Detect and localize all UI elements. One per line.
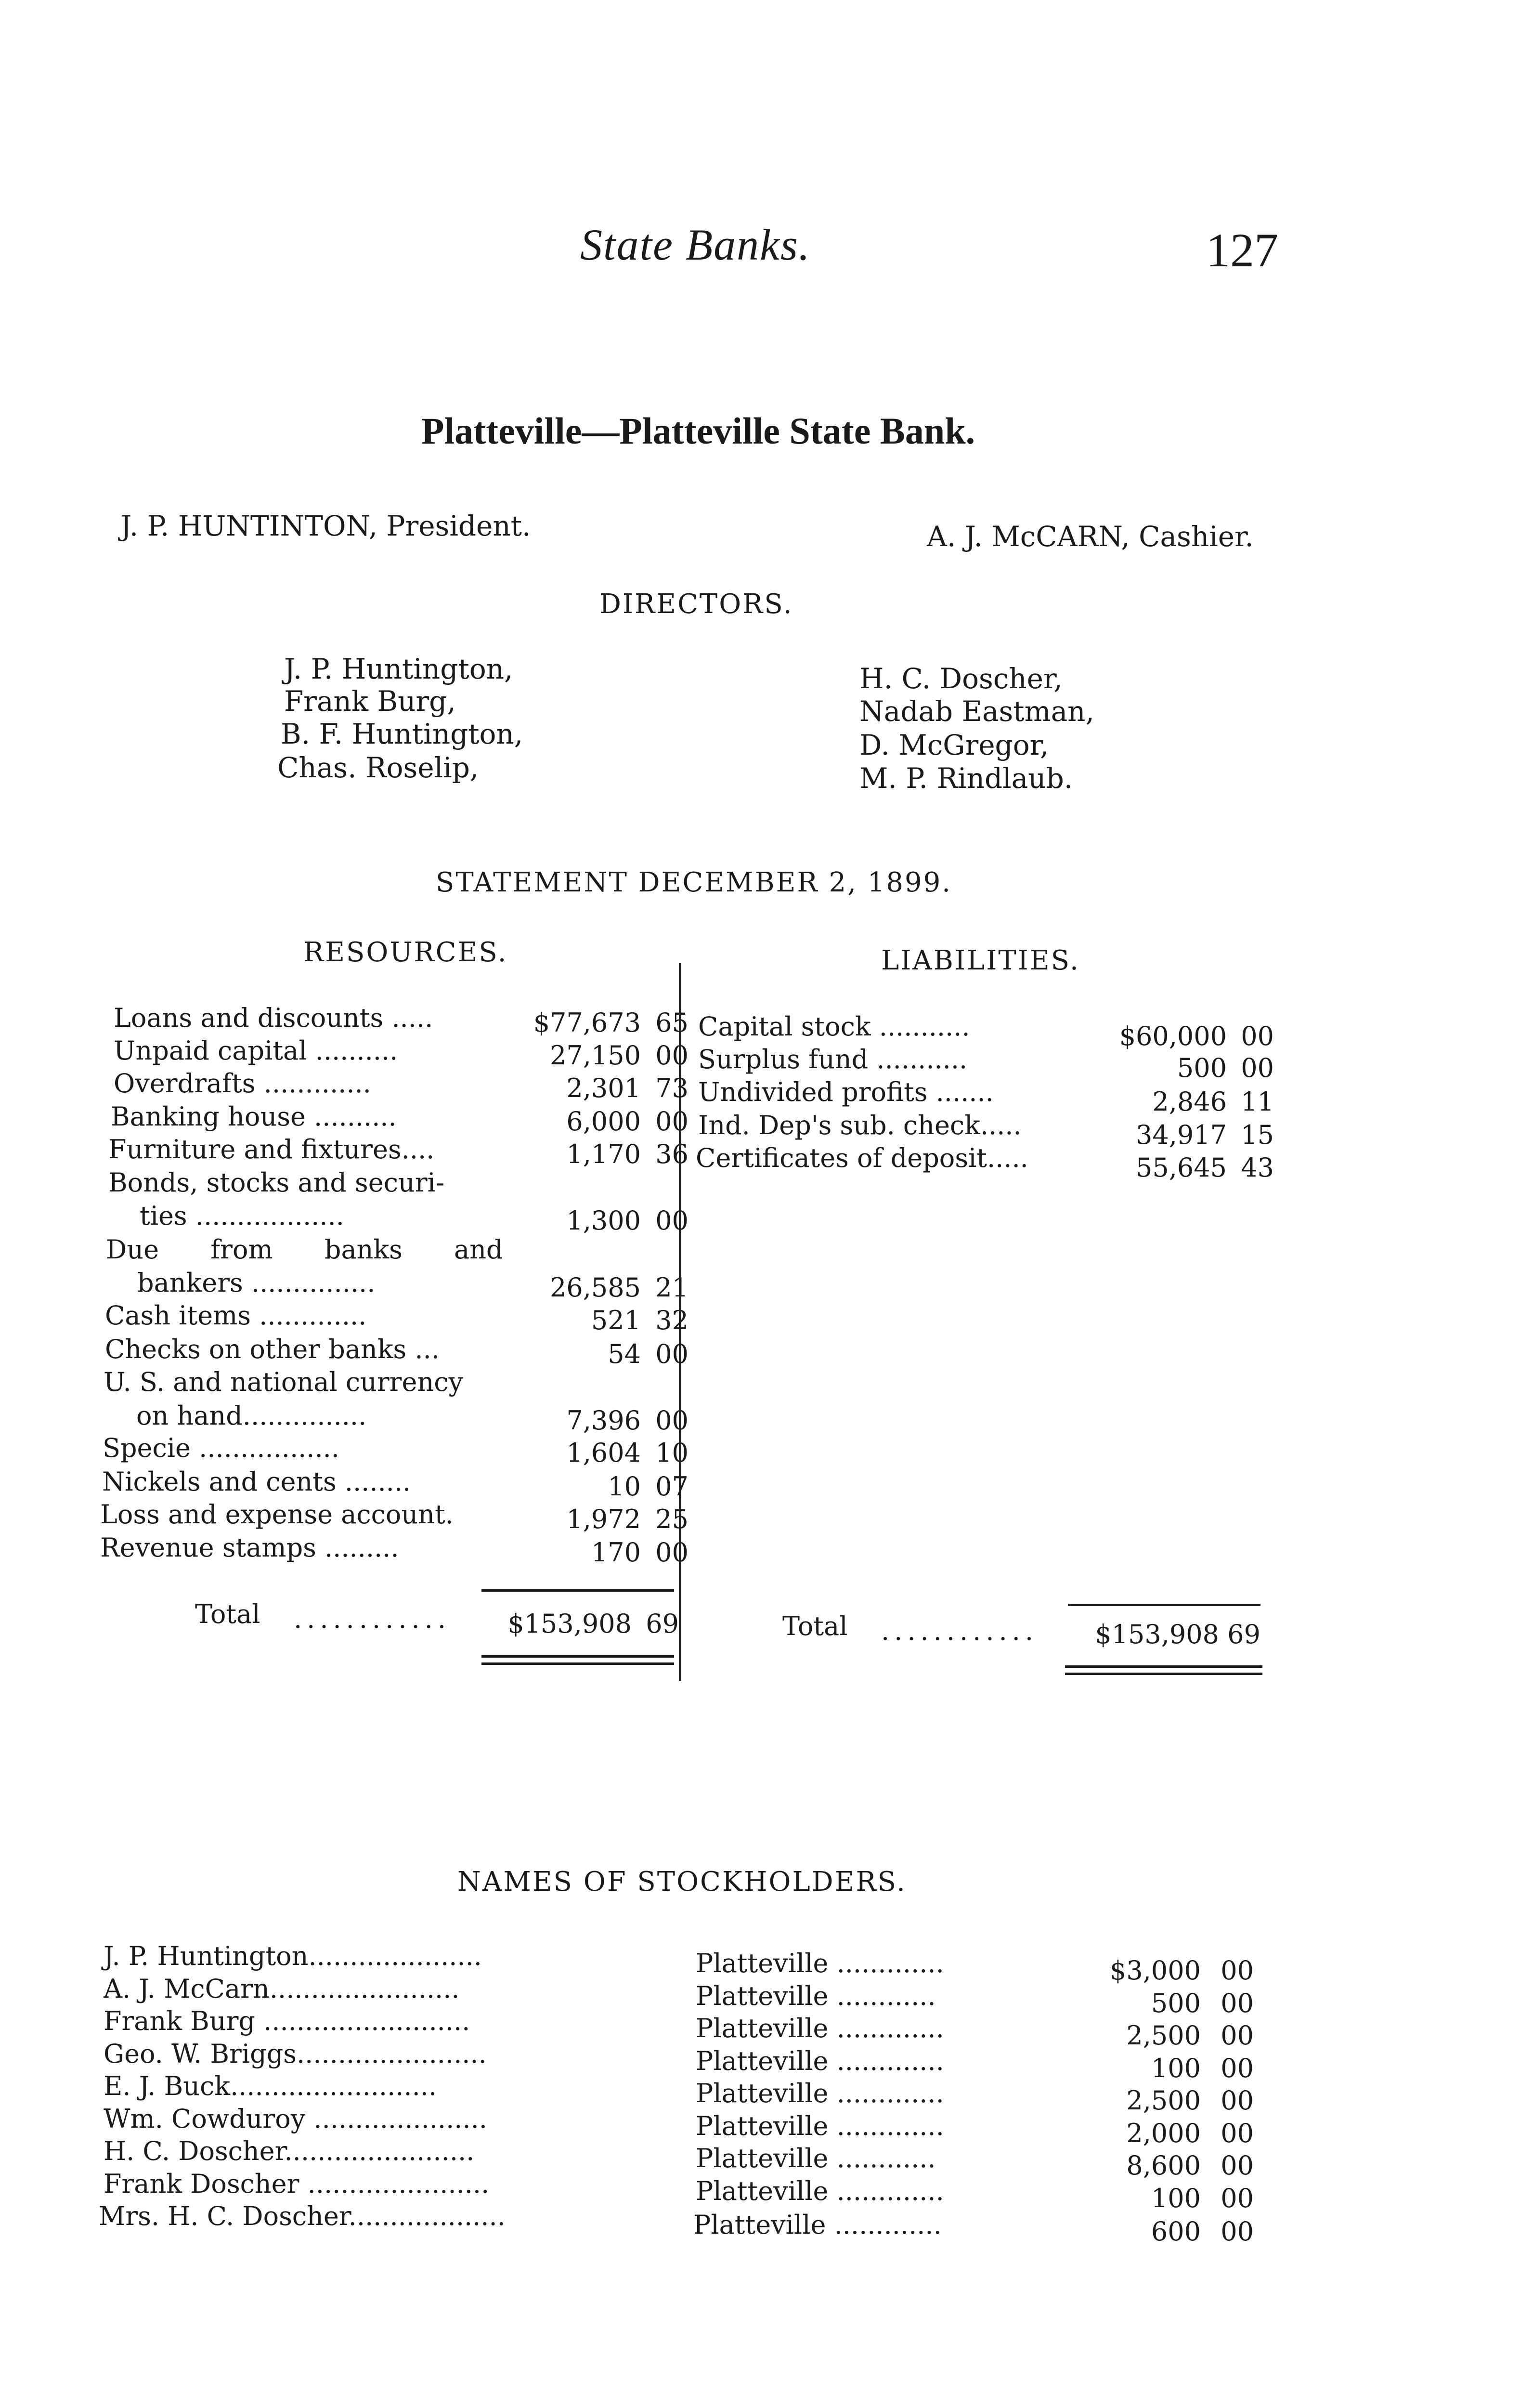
resource-label: bankers ...............: [137, 1268, 376, 1298]
stockholder-name: E. J. Buck.........................: [104, 2071, 437, 2101]
resource-label: on hand...............: [136, 1400, 367, 1431]
stockholder-dollars: 500: [1151, 1988, 1201, 2018]
resource-label: Nickels and cents ........: [102, 1466, 411, 1497]
resource-label: Checks on other banks ...: [105, 1334, 440, 1364]
stockholder-name: Wm. Cowduroy .....................: [104, 2104, 487, 2134]
stockholder-cents: 00: [1221, 2085, 1254, 2116]
page-number: 127: [1206, 223, 1278, 277]
stockholder-dollars: 8,600: [1126, 2150, 1201, 2181]
stockholder-name: J. P. Huntington.....................: [104, 1941, 482, 1971]
stockholder-cents: 00: [1221, 2020, 1254, 2051]
resource-dollars: 521: [591, 1305, 641, 1335]
liabilities-heading: LIABILITIES.: [881, 945, 1080, 976]
resource-dollars: 1,170: [566, 1139, 641, 1169]
running-head-title: State Banks.: [580, 220, 811, 269]
stockholder-cents: 00: [1221, 1988, 1254, 2018]
director-name: M. P. Rindlaub.: [859, 762, 1073, 795]
resource-label: Due from banks and: [106, 1234, 503, 1265]
stockholder-dollars: 100: [1151, 2053, 1201, 2083]
resource-dollars: 7,396: [566, 1405, 641, 1436]
stockholder-dollars: 2,500: [1126, 2085, 1201, 2116]
resource-dollars: 1,300: [566, 1205, 641, 1236]
president-line: J. P. HUNTINTON, President.: [120, 510, 531, 542]
liability-cents: 11: [1241, 1086, 1274, 1117]
stockholder-dollars: 2,000: [1126, 2118, 1201, 2148]
stockholder-name: Geo. W. Briggs.......................: [104, 2039, 487, 2069]
stockholder-place: Platteville .............: [696, 2046, 944, 2076]
resource-dollars: 27,150: [550, 1040, 641, 1071]
resource-cents: 00: [655, 1339, 689, 1369]
bank-title: Platteville—Platteville State Bank.: [421, 410, 975, 452]
stockholder-dollars: 2,500: [1126, 2020, 1201, 2051]
director-name: Frank Burg,: [284, 685, 456, 718]
stockholder-place: Platteville .............: [696, 2176, 944, 2206]
stockholder-cents: 00: [1221, 2216, 1254, 2247]
resource-label: Furniture and fixtures....: [108, 1134, 435, 1165]
liability-label: Surplus fund ...........: [698, 1044, 968, 1074]
stockholder-place: Platteville .............: [696, 2111, 944, 2141]
resource-dollars: 54: [608, 1339, 641, 1369]
resource-label: Overdrafts .............: [114, 1068, 371, 1099]
resource-cents: 73: [655, 1073, 689, 1103]
resource-dollars: 6,000: [566, 1106, 641, 1137]
stockholder-name: Frank Burg .........................: [104, 2006, 470, 2036]
resource-cents: 00: [655, 1205, 689, 1236]
total-rule: [481, 1589, 674, 1592]
resource-dollars: $77,673: [533, 1008, 641, 1038]
stockholder-place: Platteville .............: [693, 2210, 942, 2240]
stockholder-place: Platteville .............: [696, 1948, 944, 1978]
stockholder-name: H. C. Doscher.......................: [104, 2136, 475, 2166]
total-double-rule: [481, 1655, 674, 1658]
total-double-rule: [481, 1662, 674, 1665]
resource-cents: 00: [655, 1040, 689, 1071]
total-rule: [1068, 1604, 1260, 1606]
director-name: H. C. Doscher,: [859, 662, 1063, 695]
liability-dollars: 2,846: [1152, 1086, 1227, 1117]
resource-cents: 36: [655, 1139, 689, 1169]
resources-total-dollars: $153,908: [507, 1609, 632, 1639]
resource-dollars: 170: [591, 1537, 641, 1568]
resource-label: Specie .................: [103, 1433, 339, 1463]
cashier-line: A. J. McCARN, Cashier.: [927, 520, 1254, 553]
liability-label: Undivided profits .......: [698, 1077, 994, 1107]
stockholder-name: A. J. McCarn.......................: [104, 1974, 460, 2004]
liability-dollars: 55,645: [1136, 1152, 1227, 1183]
resource-dollars: 1,604: [566, 1438, 641, 1468]
liability-cents: 00: [1241, 1021, 1274, 1051]
stockholder-dollars: $3,000: [1110, 1955, 1201, 1986]
resource-label: Banking house ..........: [111, 1101, 397, 1132]
resource-cents: 32: [655, 1305, 689, 1335]
resource-label: Cash items .............: [105, 1300, 367, 1331]
statement-heading: STATEMENT DECEMBER 2, 1899.: [436, 867, 952, 898]
stockholder-place: Platteville ............: [696, 2143, 936, 2173]
stockholder-name: Frank Doscher ......................: [104, 2169, 490, 2199]
resource-label: ties ..................: [140, 1201, 344, 1231]
resource-cents: 10: [655, 1438, 689, 1468]
liability-label: Capital stock ...........: [698, 1011, 970, 1042]
director-name: J. P. Huntington,: [284, 653, 513, 685]
resource-cents: 00: [655, 1106, 689, 1137]
stockholder-name: Mrs. H. C. Doscher...................: [99, 2201, 506, 2231]
resource-label: Loans and discounts .....: [114, 1003, 433, 1033]
total-double-rule: [1065, 1665, 1262, 1668]
resources-heading: RESOURCES.: [303, 937, 508, 968]
liabilities-total-dollars: $153,908: [1095, 1619, 1219, 1649]
stockholder-dollars: 100: [1151, 2183, 1201, 2213]
liabilities-total-label: Total: [782, 1611, 848, 1641]
resources-total-leader: ............: [294, 1604, 451, 1634]
resource-label: Bonds, stocks and securi-: [108, 1167, 445, 1198]
liability-cents: 00: [1241, 1053, 1274, 1083]
total-double-rule: [1065, 1673, 1262, 1675]
director-name: D. McGregor,: [859, 729, 1049, 761]
director-name: Nadab Eastman,: [859, 695, 1094, 728]
resource-label: Loss and expense account.: [100, 1499, 454, 1530]
liability-dollars: $60,000: [1119, 1021, 1227, 1051]
liability-dollars: 34,917: [1136, 1120, 1227, 1150]
director-name: B. F. Huntington,: [281, 718, 523, 750]
stockholder-cents: 00: [1221, 2053, 1254, 2083]
liability-label: Certificates of deposit.....: [696, 1143, 1028, 1173]
liability-cents: 15: [1241, 1120, 1274, 1150]
director-name: Chas. Roselip,: [277, 751, 479, 784]
stockholder-dollars: 600: [1151, 2216, 1201, 2247]
stockholders-heading: NAMES OF STOCKHOLDERS.: [457, 1866, 907, 1898]
stockholder-place: Platteville ............: [696, 1981, 936, 2011]
resource-cents: 07: [655, 1471, 689, 1502]
resource-dollars: 10: [608, 1471, 641, 1502]
resource-label: U. S. and national currency: [104, 1367, 463, 1397]
resource-cents: 00: [655, 1537, 689, 1568]
resources-total-label: Total: [195, 1599, 260, 1629]
resource-dollars: 2,301: [566, 1073, 641, 1103]
liabilities-total-cents: 69: [1227, 1619, 1260, 1649]
resource-dollars: 26,585: [550, 1272, 641, 1303]
stockholder-place: Platteville .............: [696, 2013, 944, 2043]
liability-cents: 43: [1241, 1152, 1274, 1183]
liability-label: Ind. Dep's sub. check.....: [698, 1110, 1022, 1140]
stockholder-cents: 00: [1221, 2118, 1254, 2148]
resource-cents: 21: [655, 1272, 689, 1303]
liability-dollars: 500: [1177, 1053, 1227, 1083]
resource-cents: 25: [655, 1504, 689, 1534]
running-head: [0, 0, 1533, 337]
stockholder-cents: 00: [1221, 1955, 1254, 1986]
resource-label: Revenue stamps .........: [100, 1532, 399, 1563]
liabilities-total-leader: ............: [881, 1616, 1038, 1646]
resource-cents: 65: [655, 1008, 689, 1038]
resource-dollars: 1,972: [566, 1504, 641, 1534]
directors-heading: DIRECTORS.: [599, 589, 793, 620]
stockholder-cents: 00: [1221, 2150, 1254, 2181]
stockholder-place: Platteville .............: [696, 2078, 944, 2108]
resources-total-cents: 69: [646, 1609, 679, 1639]
resource-label: Unpaid capital ..........: [114, 1035, 398, 1066]
stockholder-cents: 00: [1221, 2183, 1254, 2213]
resource-cents: 00: [655, 1405, 689, 1436]
